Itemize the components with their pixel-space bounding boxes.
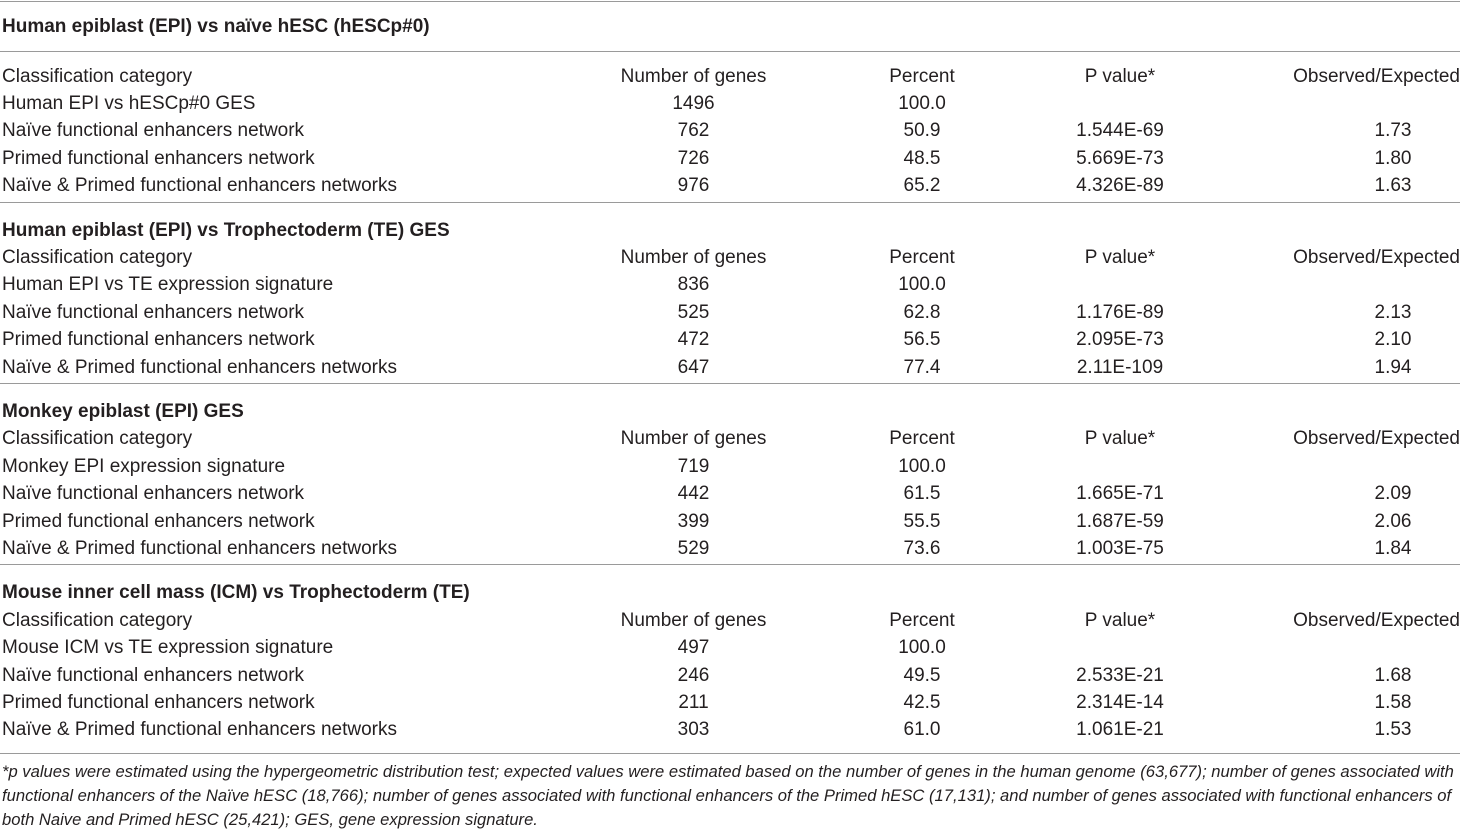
table-row (0, 299, 1460, 326)
cell-category: Naïve & Primed functional enhancers networks (2, 538, 397, 559)
cell-percent: 65.2 (903, 175, 941, 196)
cell-genes: 1496 (672, 93, 715, 114)
cell-percent: 61.0 (903, 719, 941, 740)
cell-pvalue: 5.669E-73 (1076, 148, 1164, 169)
cell-obsexp: 1.73 (1374, 120, 1412, 141)
cell-percent: 61.5 (903, 483, 941, 504)
cell-category: Monkey EPI expression signature (2, 456, 286, 477)
cell-obsexp: 2.09 (1374, 483, 1412, 504)
table-row (0, 326, 1460, 353)
cell-pvalue: 1.003E-75 (1076, 538, 1164, 559)
table-row (0, 117, 1460, 144)
column-header-obsexp: Observed/Expected (1293, 66, 1460, 87)
column-header-category: Classification category (2, 610, 193, 631)
column-header-pvalue: P value* (1084, 428, 1156, 449)
cell-category: Human EPI vs hESCp#0 GES (2, 93, 256, 114)
section-divider (0, 564, 1460, 565)
cell-category: Naïve functional enhancers network (2, 302, 305, 323)
table-row (0, 453, 1460, 480)
cell-percent: 42.5 (903, 692, 941, 713)
section-title: Human epiblast (EPI) vs naïve hESC (hESCp#0) (2, 16, 430, 37)
section-divider (0, 1, 1460, 2)
cell-percent: 56.5 (903, 329, 941, 350)
column-header-obsexp: Observed/Expected (1293, 428, 1460, 449)
section-title: Mouse inner cell mass (ICM) vs Trophectoderm (TE) (2, 582, 470, 603)
cell-genes: 762 (677, 120, 710, 141)
column-header-category: Classification category (2, 247, 193, 268)
cell-percent: 48.5 (903, 148, 941, 169)
section-divider (0, 202, 1460, 203)
table-row (0, 145, 1460, 172)
cell-pvalue: 1.665E-71 (1076, 483, 1164, 504)
table-row (0, 716, 1460, 743)
cell-category: Naïve functional enhancers network (2, 665, 305, 686)
column-header-genes: Number of genes (620, 247, 767, 268)
cell-percent: 100.0 (898, 456, 946, 477)
column-header-row (0, 425, 1460, 452)
cell-obsexp: 1.63 (1374, 175, 1412, 196)
cell-obsexp: 1.58 (1374, 692, 1412, 713)
cell-pvalue: 4.326E-89 (1076, 175, 1164, 196)
table-row (0, 535, 1460, 562)
cell-pvalue: 1.687E-59 (1076, 511, 1164, 532)
cell-obsexp: 1.68 (1374, 665, 1412, 686)
cell-pvalue: 2.314E-14 (1076, 692, 1164, 713)
column-header-percent: Percent (889, 428, 955, 449)
column-header-obsexp: Observed/Expected (1293, 610, 1460, 631)
section-divider (0, 383, 1460, 384)
table-row (0, 90, 1460, 117)
cell-obsexp: 2.06 (1374, 511, 1412, 532)
table-row (0, 271, 1460, 298)
title-divider (0, 51, 1460, 52)
cell-category: Naïve & Primed functional enhancers networks (2, 719, 397, 740)
cell-pvalue: 2.11E-109 (1076, 357, 1164, 378)
column-header-row (0, 607, 1460, 634)
cell-genes: 303 (677, 719, 710, 740)
cell-pvalue: 1.544E-69 (1076, 120, 1164, 141)
cell-obsexp: 1.94 (1374, 357, 1412, 378)
cell-obsexp: 2.10 (1374, 329, 1412, 350)
cell-genes: 726 (677, 148, 710, 169)
table-row (0, 689, 1460, 716)
cell-obsexp: 2.13 (1374, 302, 1412, 323)
column-header-row (0, 63, 1460, 90)
cell-category: Primed functional enhancers network (2, 148, 315, 169)
cell-percent: 77.4 (903, 357, 941, 378)
cell-genes: 246 (677, 665, 710, 686)
cell-genes: 836 (677, 274, 710, 295)
column-header-pvalue: P value* (1084, 66, 1156, 87)
cell-genes: 647 (677, 357, 710, 378)
table-row (0, 354, 1460, 381)
cell-genes: 976 (677, 175, 710, 196)
table-row (0, 634, 1460, 661)
column-header-genes: Number of genes (620, 428, 767, 449)
cell-genes: 211 (678, 692, 709, 713)
cell-percent: 100.0 (898, 637, 946, 658)
cell-category: Naïve & Primed functional enhancers networks (2, 357, 397, 378)
table-row (0, 480, 1460, 507)
column-header-genes: Number of genes (620, 610, 767, 631)
cell-category: Mouse ICM vs TE expression signature (2, 637, 334, 658)
cell-obsexp: 1.80 (1374, 148, 1412, 169)
cell-obsexp: 1.84 (1374, 538, 1412, 559)
section-title: Monkey epiblast (EPI) GES (2, 401, 244, 422)
column-header-category: Classification category (2, 428, 193, 449)
column-header-percent: Percent (889, 66, 955, 87)
table-row (0, 172, 1460, 199)
table-row (0, 662, 1460, 689)
column-header-category: Classification category (2, 66, 193, 87)
cell-pvalue: 2.533E-21 (1076, 665, 1164, 686)
cell-genes: 399 (677, 511, 710, 532)
cell-genes: 719 (677, 456, 710, 477)
section-title: Human epiblast (EPI) vs Trophectoderm (TE) GES (2, 220, 450, 241)
table-bottom-rule (0, 753, 1460, 754)
column-header-pvalue: P value* (1084, 247, 1156, 268)
cell-category: Human EPI vs TE expression signature (2, 274, 334, 295)
column-header-percent: Percent (889, 610, 955, 631)
cell-percent: 55.5 (903, 511, 941, 532)
cell-category: Primed functional enhancers network (2, 511, 315, 532)
cell-percent: 73.6 (903, 538, 941, 559)
cell-obsexp: 1.53 (1374, 719, 1412, 740)
table-row (0, 508, 1460, 535)
column-header-pvalue: P value* (1084, 610, 1156, 631)
column-header-obsexp: Observed/Expected (1293, 247, 1460, 268)
cell-genes: 529 (677, 538, 710, 559)
cell-pvalue: 1.061E-21 (1076, 719, 1164, 740)
cell-pvalue: 2.095E-73 (1076, 329, 1164, 350)
cell-pvalue: 1.176E-89 (1076, 302, 1164, 323)
cell-percent: 100.0 (898, 274, 946, 295)
cell-percent: 50.9 (903, 120, 941, 141)
cell-category: Naïve functional enhancers network (2, 120, 305, 141)
cell-percent: 49.5 (903, 665, 941, 686)
cell-genes: 472 (677, 329, 710, 350)
cell-genes: 525 (677, 302, 710, 323)
column-header-row (0, 244, 1460, 271)
table-footnote: *p values were estimated using the hypergeometric distribution test; expected values were estimated based on the number of genes in the human genome (63,677); number of genes associated with functional enhancers of the Naïve hESC (18,766); number of genes associated with functional enhancers of the Primed hESC (17,131); and number of genes associated with functional enhancers of both Naive and Primed hESC (25,421); GES, gene expression signature. (2, 762, 1454, 829)
cell-category: Naïve & Primed functional enhancers networks (2, 175, 397, 196)
cell-genes: 442 (677, 483, 710, 504)
cell-percent: 100.0 (898, 93, 946, 114)
cell-category: Primed functional enhancers network (2, 329, 315, 350)
cell-category: Naïve functional enhancers network (2, 483, 305, 504)
cell-percent: 62.8 (903, 302, 941, 323)
cell-category: Primed functional enhancers network (2, 692, 315, 713)
cell-genes: 497 (677, 637, 710, 658)
column-header-genes: Number of genes (620, 66, 767, 87)
column-header-percent: Percent (889, 247, 955, 268)
